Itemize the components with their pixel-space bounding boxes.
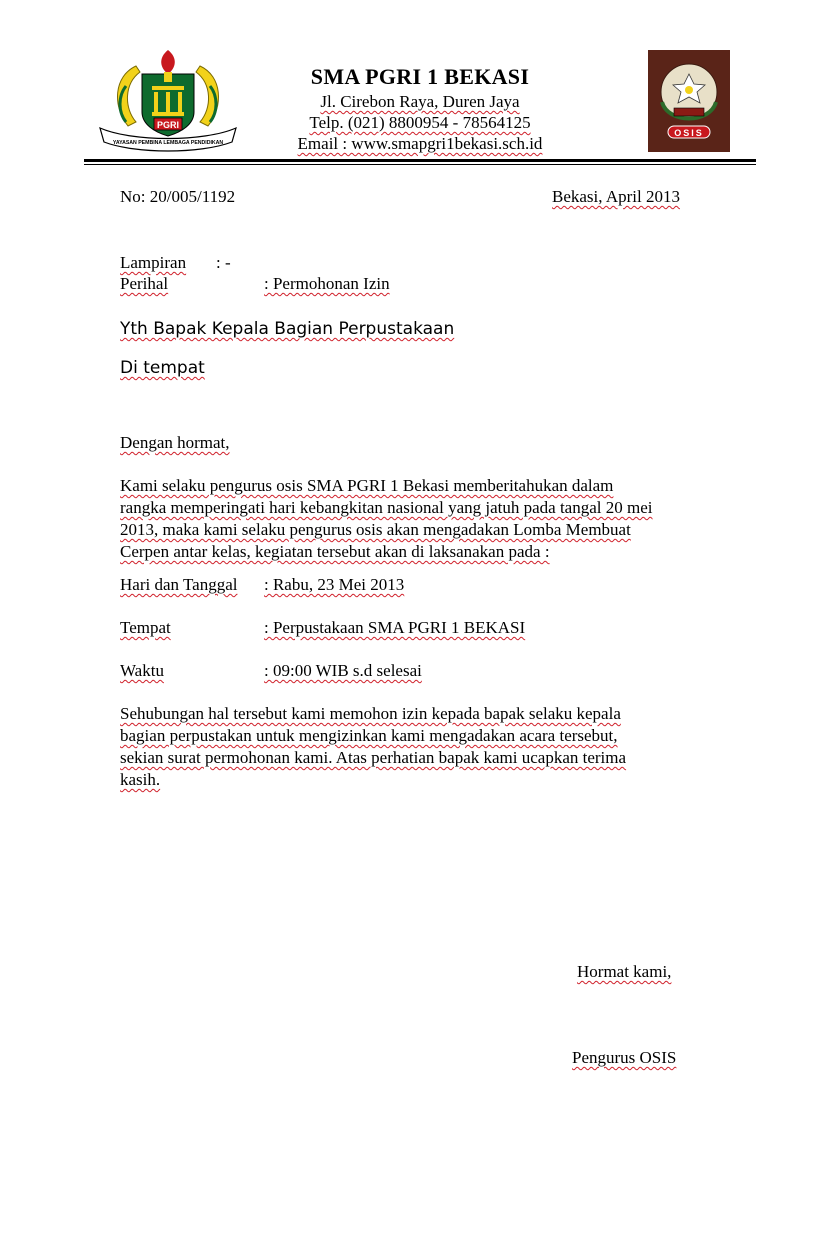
closing-line: sekian surat permohonan kami. Atas perhatian bapak kami ucapkan terima — [120, 748, 627, 767]
pgri-emblem-icon — [96, 46, 240, 156]
body-line: Kami selaku pengurus osis SMA PGRI 1 Bekasi memberitahukan dalam — [120, 476, 614, 495]
attachment-label: Lampiran — [120, 253, 187, 272]
school-address: Jl. Cirebon Raya, Duren Jaya — [320, 92, 520, 111]
recipient: Yth Bapak Kepala Bagian Perpustakaan — [120, 319, 455, 339]
letter-number: No: 20/005/1192 — [120, 187, 236, 206]
closing-paragraph — [120, 703, 626, 791]
detail-value: : Perpustakaan SMA PGRI 1 BEKASI — [264, 618, 526, 637]
body-line: rangka memperingati hari kebangkitan nasional yang jatuh pada tangal 20 mei — [120, 498, 653, 517]
pgri-ribbon-text: YAYASAN PEMBINA LEMBAGA PENDIDIKAN — [112, 140, 224, 146]
subject-label: Perihal — [120, 274, 169, 293]
osis-logo-text: OSIS — [674, 128, 704, 138]
body-paragraph — [120, 475, 653, 563]
subject-value: : Permohonan Izin — [264, 274, 390, 293]
header-rule-thin — [84, 164, 756, 165]
letter-place-date: Bekasi, April 2013 — [552, 187, 680, 206]
body-line: Cerpen antar kelas, kegiatan tersebut akan di laksanakan pada : — [120, 542, 550, 561]
school-email: Email : www.smapgri1bekasi.sch.id — [297, 134, 543, 153]
attachment-value: : - — [216, 253, 231, 272]
regards: Hormat kami, — [577, 962, 672, 981]
school-name: SMA PGRI 1 BEKASI — [310, 64, 530, 89]
recipient-location: Di tempat — [120, 358, 205, 378]
detail-label: Waktu — [120, 661, 164, 680]
body-line: 2013, maka kami selaku pengurus osis akan mengadakan Lomba Membuat — [120, 520, 631, 539]
greeting: Dengan hormat, — [120, 433, 230, 452]
detail-row-place — [120, 617, 525, 639]
closing-line: Sehubungan hal tersebut kami memohon izin kepada bapak selaku kepala — [120, 704, 621, 723]
attachment-row — [120, 252, 231, 274]
osis-emblem-icon — [648, 50, 730, 152]
detail-row-time — [120, 660, 422, 682]
closing-line: bagian perpustakan untuk mengizinkan kami mengadakan acara tersebut, — [120, 726, 618, 745]
detail-label: Tempat — [120, 618, 171, 637]
school-phone: Telp. (021) 8800954 - 78564125 — [309, 113, 531, 132]
detail-value: : 09:00 WIB s.d selesai — [264, 661, 422, 680]
signatory: Pengurus OSIS — [572, 1048, 677, 1067]
detail-label: Hari dan Tanggal — [120, 575, 238, 594]
detail-row-date — [120, 574, 404, 596]
header-rule-thick — [84, 159, 756, 162]
detail-value: : Rabu, 23 Mei 2013 — [264, 575, 405, 594]
pgri-logo-text: PGRI — [156, 120, 180, 130]
closing-line: kasih. — [120, 770, 161, 789]
subject-row — [120, 273, 390, 295]
